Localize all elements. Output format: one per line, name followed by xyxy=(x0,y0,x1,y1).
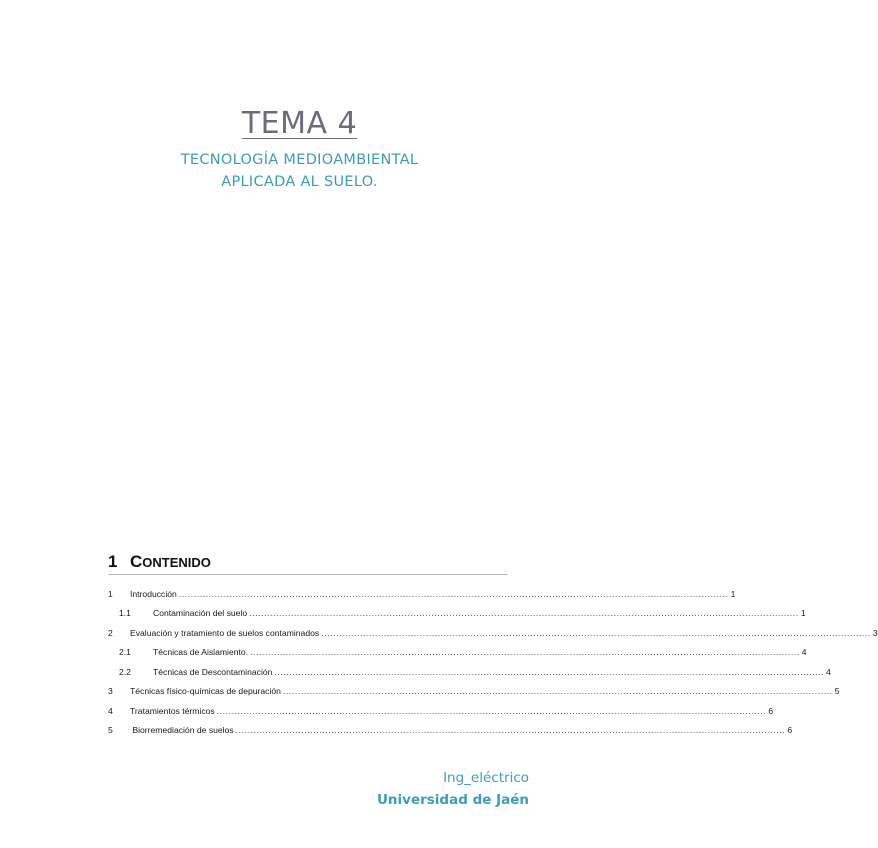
toc-heading xyxy=(108,552,211,572)
toc-entry[interactable] xyxy=(108,702,774,716)
toc-entry-page: 3 xyxy=(872,628,878,638)
document-subtitle-line1: TECNOLOGÍA MEDIOAMBIENTAL xyxy=(180,152,419,168)
toc-entry-title: Evaluación y tratamiento de suelos contaminados xyxy=(130,628,320,638)
toc-entry[interactable] xyxy=(108,585,736,599)
toc-entry[interactable] xyxy=(119,643,807,657)
toc-entry-number: 1 xyxy=(108,589,113,599)
toc-entry[interactable] xyxy=(108,624,878,638)
toc-leader-dots: ........................................................................................................................................................................................ xyxy=(235,725,786,735)
document-subtitle-line2: APLICADA AL SUELO. xyxy=(221,174,378,190)
toc-entry-page: 5 xyxy=(834,686,840,696)
toc-leader-dots: ........................................................................................................................................................................................ xyxy=(250,647,800,657)
footer-institution: Universidad de Jaén xyxy=(376,792,529,808)
toc-entry-number: 2.2 xyxy=(119,667,131,677)
toc-heading-text xyxy=(130,552,211,572)
toc-entry-title: Introducción xyxy=(130,589,177,599)
document-title: TEMA 4 xyxy=(241,106,358,141)
toc-entry[interactable] xyxy=(119,663,831,677)
toc-entry-number: 2.1 xyxy=(119,647,131,657)
toc-leader-dots: ........................................................................................................................................................................................ xyxy=(282,686,833,696)
toc-entry-title: Técnicas de Aislamiento. xyxy=(153,647,249,657)
toc-heading-initial: C xyxy=(130,552,143,571)
toc-entry[interactable] xyxy=(119,604,806,618)
toc-entry-page: 6 xyxy=(787,725,793,735)
toc-entry-number: 2 xyxy=(108,628,113,638)
toc-entry-page: 6 xyxy=(768,706,774,716)
toc-entry-page: 1 xyxy=(800,608,806,618)
toc-entry-number: 1.1 xyxy=(119,608,131,618)
toc-entry-title: Biorremediación de suelos xyxy=(130,725,234,735)
toc-leader-dots: ........................................................................................................................................................................................ xyxy=(274,667,825,677)
toc-leader-dots: ........................................................................................................................................................................................ xyxy=(216,706,767,716)
toc-divider xyxy=(108,574,508,575)
toc-entry-title: Técnicas físico-químicas de depuración xyxy=(130,686,281,696)
toc-entry-number: 4 xyxy=(108,706,113,716)
toc-entry-number: 3 xyxy=(108,686,113,696)
toc-leader-dots: ........................................................................................................................................................................................ xyxy=(249,608,799,618)
toc-entry[interactable] xyxy=(108,682,840,696)
toc-heading-smallcaps: ONTENIDO xyxy=(142,555,211,570)
toc-leader-dots: ........................................................................................................................................................................................ xyxy=(321,628,871,638)
toc-entry-title: Técnicas de Descontaminación xyxy=(153,667,273,677)
toc-leader-dots: ........................................................................................................................................................................................ xyxy=(178,589,729,599)
toc-entry-title: Tratamientos térmicos xyxy=(130,706,215,716)
footer-author: Ing_eléctrico xyxy=(443,770,529,786)
toc-entry[interactable] xyxy=(108,721,793,735)
toc-heading-number: 1 xyxy=(108,552,118,571)
toc-entry-title: Contaminación del suelo xyxy=(153,608,248,618)
toc-entry-page: 4 xyxy=(801,647,807,657)
toc-entry-page: 4 xyxy=(826,667,831,677)
toc-entry-page: 1 xyxy=(730,589,736,599)
toc-entry-number: 5 xyxy=(108,725,113,735)
